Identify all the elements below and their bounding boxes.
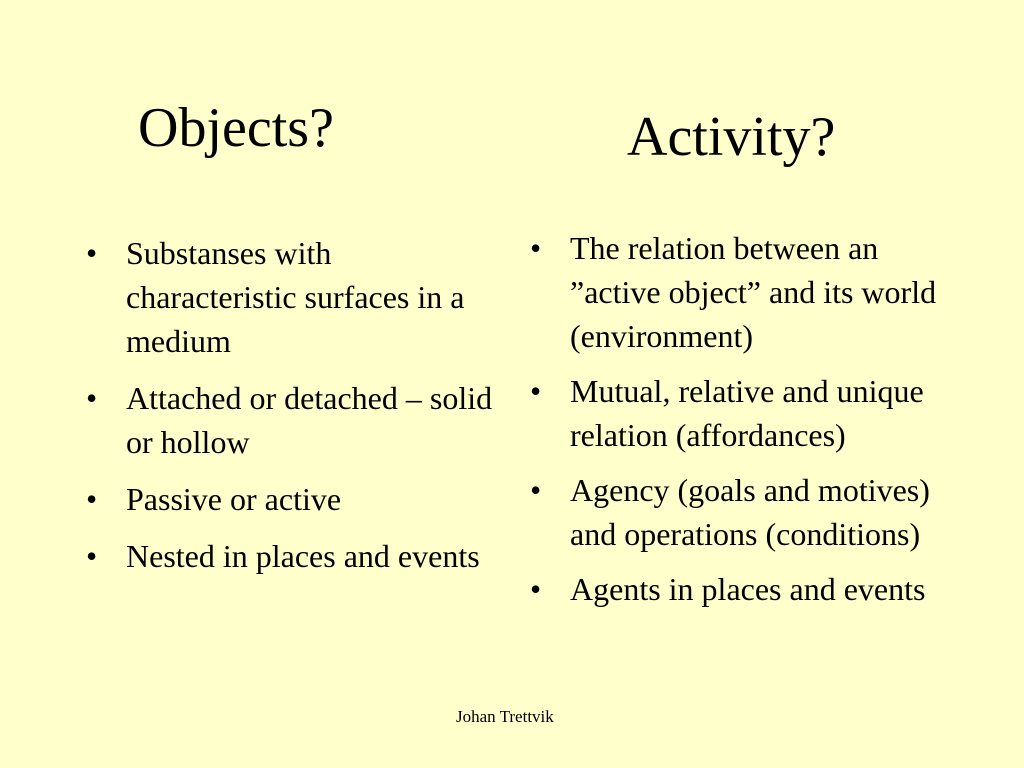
objects-bullet-item: • Passive or active [86, 477, 506, 521]
activity-heading: Activity? [627, 106, 836, 168]
activity-bullet-list [530, 226, 970, 622]
objects-bullet-list [86, 231, 506, 591]
footer-author: Johan Trettvik [456, 707, 554, 726]
objects-bullet-item: • Attached or detached – solid or hollow [86, 376, 506, 464]
objects-bullet-item: • Nested in places and events [86, 534, 506, 578]
activity-bullet-item: • Mutual, relative and unique relation (affordances) [530, 369, 970, 457]
activity-bullet-item: • Agents in places and events [530, 567, 970, 611]
activity-bullet-item: • The relation between an ”active object” and its world (environment) [530, 226, 970, 358]
objects-heading: Objects? [138, 97, 334, 159]
objects-bullet-item: • Substanses with characteristic surfaces in a medium [86, 231, 506, 363]
activity-bullet-item: • Agency (goals and motives) and operations (conditions) [530, 468, 970, 556]
